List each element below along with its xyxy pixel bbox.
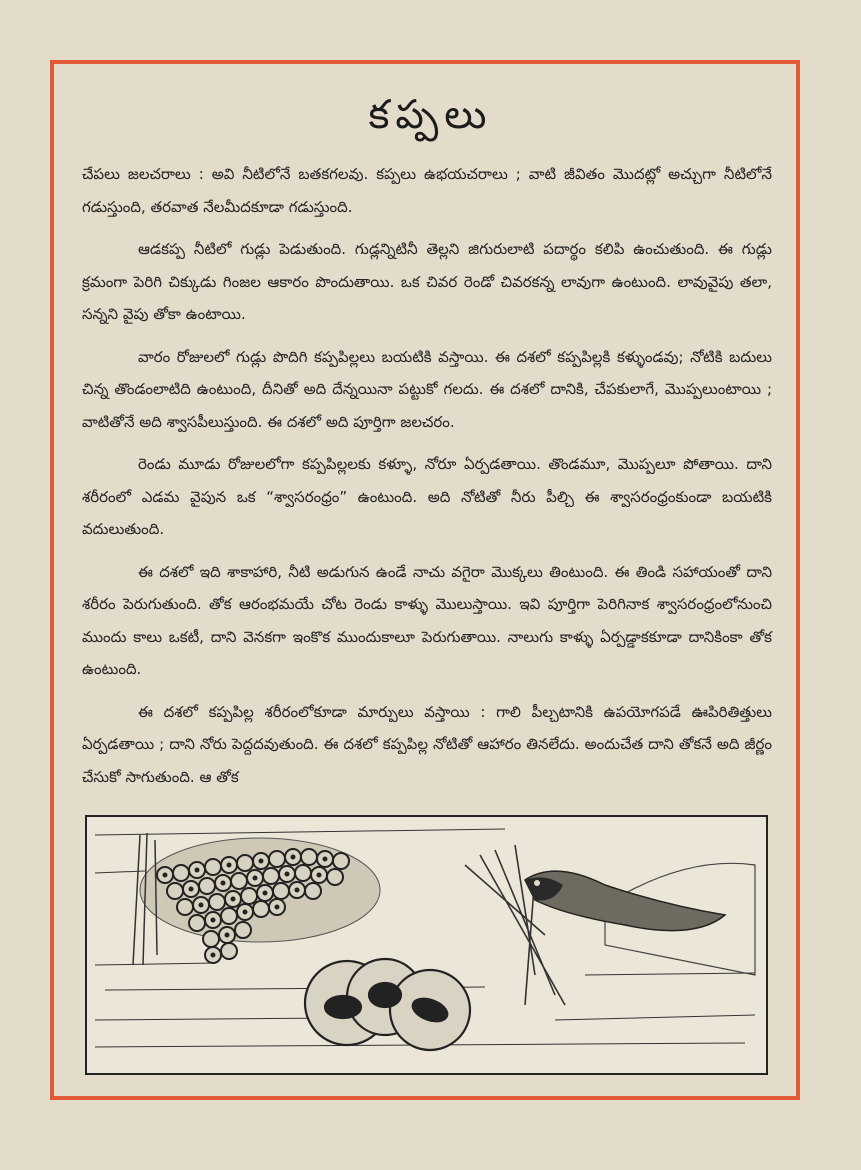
paragraph: చేపలు జలచరాలు : అవి నీటిలోనే బతకగలవు. కప్పలు ఉభయచరాలు ; వాటి జీవితం మొదట్లో అచ్చుగా నీటిలోనే గడుస్తుంది, తరవాత నేలమీదకూడా గడుస్తుంది. [82, 165, 772, 216]
paragraph: ఈ దశలో కప్పపిల్ల శరీరంలోకూడా మార్పులు వస్తాయి : గాలి పీల్చటానికి ఉపయోగపడే ఊపిరితిత్తులు ఏర్పడతాయి ; దాని నోరు పెద్దదవుతుంది. ఈ దశలో కప్పపిల్ల నోటితో ఆహారం తినలేదు. అందుచేత దాని తోకనే అది జీర్ణం చేసుకో సాగుతుంది. ఆ తోక [82, 702, 772, 786]
paragraph: ఈ దశలో ఇది శాకాహారి, నీటి అడుగున ఉండే నాచు వగైరా మొక్కలు తింటుంది. ఈ తిండి సహాయంతో దాని శరీరం పెరుగుతుంది. తోక ఆరంభమయే చోట రెండు కాళ్ళు మొలుస్తాయి. ఇవి పూర్తిగా పెరిగినాక శ్వాసరంధ్రంలోనుంచి ముందు కాలు ఒకటీ, దాని వెనకగా ఇంకొక ముందుకాలూ పెరుగుతాయి. నాలుగు కాళ్ళు ఏర్పడ్డాకకూడా దానికింకా తోక ఉంటుంది. [82, 562, 772, 678]
paragraph: ఆడకప్ప నీటిలో గుడ్లు పెడుతుంది. గుడ్లన్నిటినీ తెల్లని జిగురులాటి పదార్థం కలిపి ఉంచుతుంది. ఈ గుడ్లు క్రమంగా పెరిగి చిక్కుడు గింజల ఆకారం పొందుతాయి. ఒక చివర రెండో చివరకన్న లావుగా ఉంటుంది. లావువైపు తలా, సన్నని వైపు తోకా ఉంటాయి. [82, 240, 772, 323]
paragraph: రెండు మూడు రోజులలోగా కప్పపిల్లలకు కళ్ళూ, నోరూ ఏర్పడతాయి. తొండమూ, మొప్పలూ పోతాయి. దాని శరీరంలో ఎడమ వైపున ఒక “శ్వాసరంధ్రం” ఉంటుంది. అది నోటితో నీరు పీల్చి ఈ శ్వాసరంధ్రంకుండా బయటికి వదులుతుంది. [82, 455, 772, 538]
page-title: కప్పలు [368, 92, 493, 138]
paragraph: వారం రోజులలో గుడ్లు పొదిగి కప్పపిల్లలు బయటికి వస్తాయి. ఈ దశలో కప్పపిల్లకి కళ్ళుండవు; నోటికి బదులు చిన్న తొండంలాటిది ఉంటుంది, దీనితో అది దేన్నయినా పట్టుకో గలదు. ఈ దశలో దానికి, చేపకులాగే, మొప్పలుంటాయి ; వాటితోనే అది శ్వాసపీలుస్తుంది. ఈ దశలో అది పూర్తిగా జలచరం. [82, 347, 772, 431]
article-body [82, 158, 772, 803]
frog-eggs-tadpole-illustration [85, 815, 768, 1075]
